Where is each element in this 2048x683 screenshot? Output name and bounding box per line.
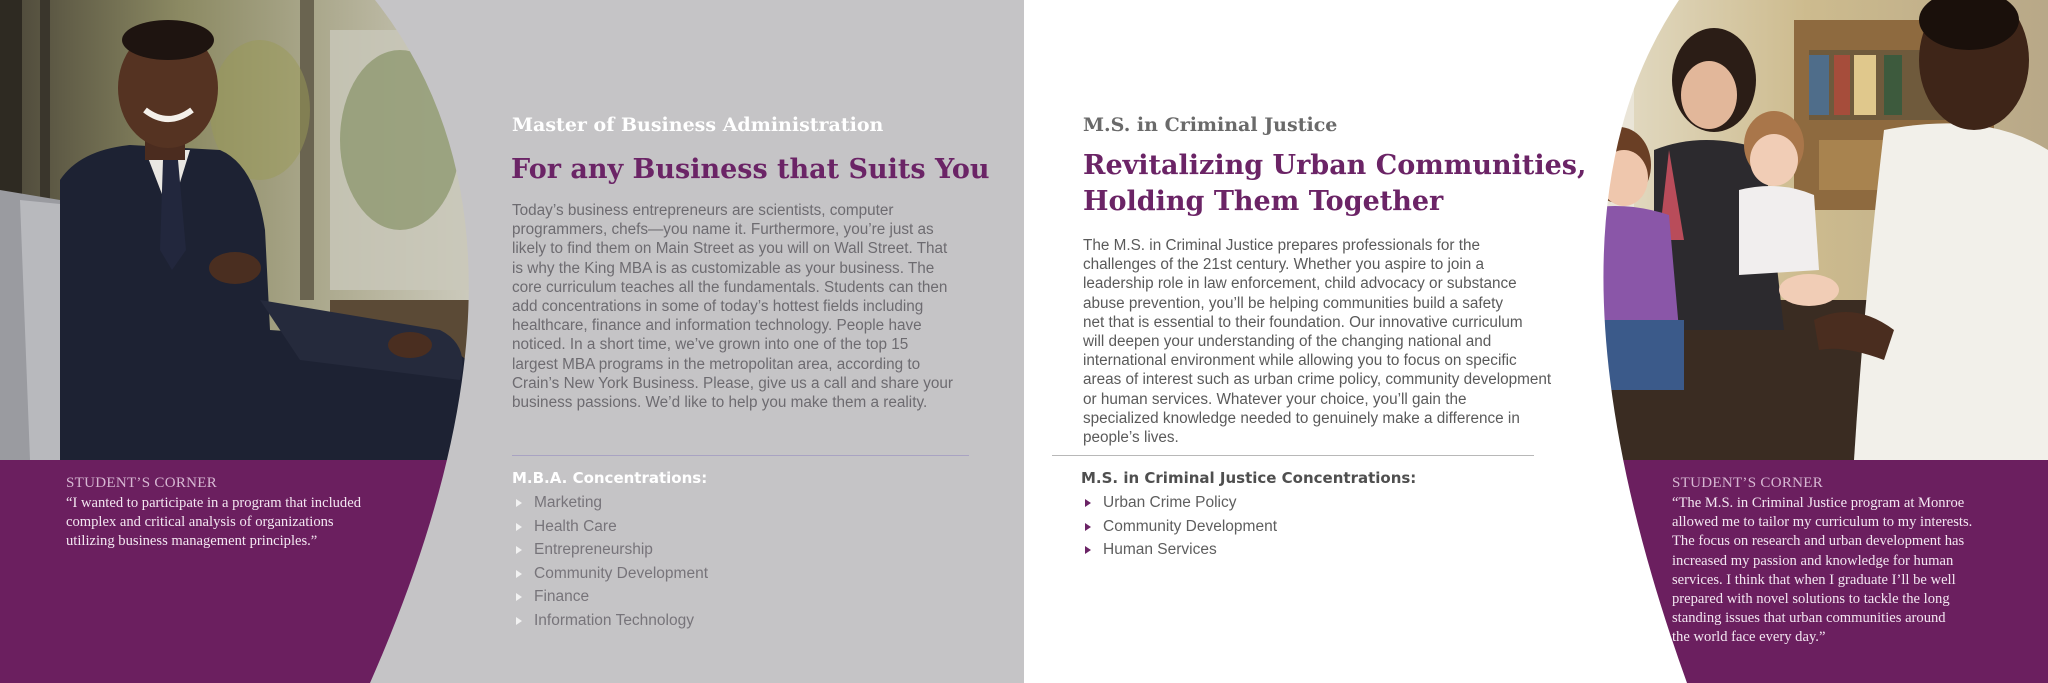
triangle-bullet-icon: [1085, 499, 1091, 507]
mba-body-line: noticed. In a short time, we’ve grown into one of the top 15: [512, 336, 909, 354]
cj-body-line: specialized knowledge needed to genuinely make a difference in: [1083, 409, 1520, 427]
student-corner-quote: [66, 494, 361, 552]
quote-line: prepared with novel solutions to tackle the long: [1672, 591, 1950, 608]
quote-line: services. I think that when I graduate I’ll be well: [1672, 571, 1956, 588]
quote-line: “The M.S. in Criminal Justice program at Monroe: [1672, 495, 1965, 511]
list-item: [514, 609, 708, 633]
mba-divider: [512, 455, 969, 456]
cj-headline: [1083, 148, 1586, 220]
mba-body-line: core curriculum teaches all the fundamentals. Students can then: [512, 278, 948, 296]
cj-body-line: people’s lives.: [1083, 429, 1179, 447]
mba-eyebrow: Master of Business Administration: [512, 114, 884, 136]
mba-body-text: [512, 201, 953, 412]
list-item: [514, 585, 708, 609]
quote-line: The focus on research and urban development has: [1672, 533, 1965, 550]
cj-body-line: or human services. Whatever your choice, you’ll gain the: [1083, 390, 1467, 408]
quote-line: “I wanted to participate in a program that included: [66, 495, 362, 511]
right-page: [1024, 0, 2048, 683]
mba-headline: For any Business that Suits You: [511, 154, 990, 185]
mba-body-line: Crain’s New York Business. Please, give us a call and share your: [512, 374, 954, 392]
triangle-bullet-icon: [516, 617, 522, 625]
quote-line: complex and critical analysis of organizations: [66, 514, 334, 531]
cj-body-line: challenges of the 21st century. Whether you aspire to join a: [1083, 256, 1485, 274]
list-item-label: Health Care: [534, 517, 617, 535]
list-item-label: Human Services: [1103, 541, 1217, 559]
cj-body-line: international environment while allowing you to focus on specific: [1083, 352, 1517, 370]
quote-line: the world face every day.”: [1672, 629, 1826, 646]
list-item: [1083, 491, 1277, 515]
student-corner-quote: [1672, 494, 1972, 648]
list-item: [1083, 538, 1277, 562]
cj-body-line: net that is essential to their foundation. Our innovative curriculum: [1083, 313, 1523, 331]
triangle-bullet-icon: [1085, 523, 1091, 531]
list-item-label: Community Development: [1103, 517, 1278, 535]
list-item-label: Finance: [534, 588, 590, 606]
mba-body-line: programmers, chefs—you name it. Furthermore, you’re just as: [512, 221, 934, 239]
student-corner-title: STUDENT’S CORNER: [1672, 475, 1824, 491]
cj-body-text: [1083, 236, 1551, 447]
mba-body-line: largest MBA programs in the metropolitan area, according to: [512, 355, 921, 373]
quote-line: increased my passion and knowledge for human: [1672, 552, 1954, 569]
mba-body-line: Today’s business entrepreneurs are scientists, computer: [512, 202, 894, 219]
list-item: [514, 515, 708, 539]
cj-body-line: abuse prevention, you’ll be helping communities build a safety: [1083, 294, 1504, 312]
list-item-label: Entrepreneurship: [534, 541, 653, 559]
mba-body-line: likely to find them on Main Street as you will on Wall Street. That: [512, 240, 948, 258]
list-item: [514, 562, 708, 586]
cj-concentrations-title: M.S. in Criminal Justice Concentrations:: [1081, 469, 1417, 487]
list-item-label: Marketing: [534, 494, 603, 511]
quote-line: allowed me to tailor my curriculum to my interests.: [1672, 514, 1973, 531]
cj-headline-line: Revitalizing Urban Communities,: [1083, 150, 1587, 181]
cj-eyebrow: M.S. in Criminal Justice: [1083, 114, 1338, 136]
triangle-bullet-icon: [516, 523, 522, 531]
cj-body-line: The M.S. in Criminal Justice prepares professionals for the: [1083, 237, 1481, 254]
list-item: [514, 491, 708, 515]
triangle-bullet-icon: [1085, 546, 1091, 554]
cj-divider: [1052, 455, 1534, 456]
list-item-label: Urban Crime Policy: [1103, 494, 1237, 511]
cj-body-line: leadership role in law enforcement, child advocacy or substance: [1083, 275, 1517, 293]
triangle-bullet-icon: [516, 499, 522, 507]
mba-body-line: is why the King MBA is as customizable as your business. The: [512, 259, 935, 277]
cj-concentrations-list: [1083, 491, 1277, 562]
mba-body-line: healthcare, finance and information technology. People have: [512, 317, 922, 335]
cj-body-line: will deepen your understanding of the changing national and: [1083, 333, 1492, 351]
cj-body-line: areas of interest such as urban crime policy, community development: [1083, 371, 1552, 389]
mba-body-line: business passions. We’d like to help you make them a reality.: [512, 394, 928, 412]
mba-concentrations-list: [514, 491, 708, 633]
list-item-label: Community Development: [534, 564, 709, 582]
mba-body-line: add concentrations in some of today’s hottest fields including: [512, 298, 924, 316]
triangle-bullet-icon: [516, 593, 522, 601]
list-item: [514, 538, 708, 562]
triangle-bullet-icon: [516, 570, 522, 578]
triangle-bullet-icon: [516, 546, 522, 554]
quote-line: standing issues that urban communities around: [1672, 610, 1946, 627]
list-item: [1083, 515, 1277, 539]
quote-line: utilizing business management principles.”: [66, 533, 318, 550]
student-corner-title: STUDENT’S CORNER: [66, 475, 218, 491]
list-item-label: Information Technology: [534, 611, 694, 629]
mba-concentrations-title: M.B.A. Concentrations:: [512, 469, 708, 487]
cj-headline-line: Holding Them Together: [1083, 186, 1444, 217]
